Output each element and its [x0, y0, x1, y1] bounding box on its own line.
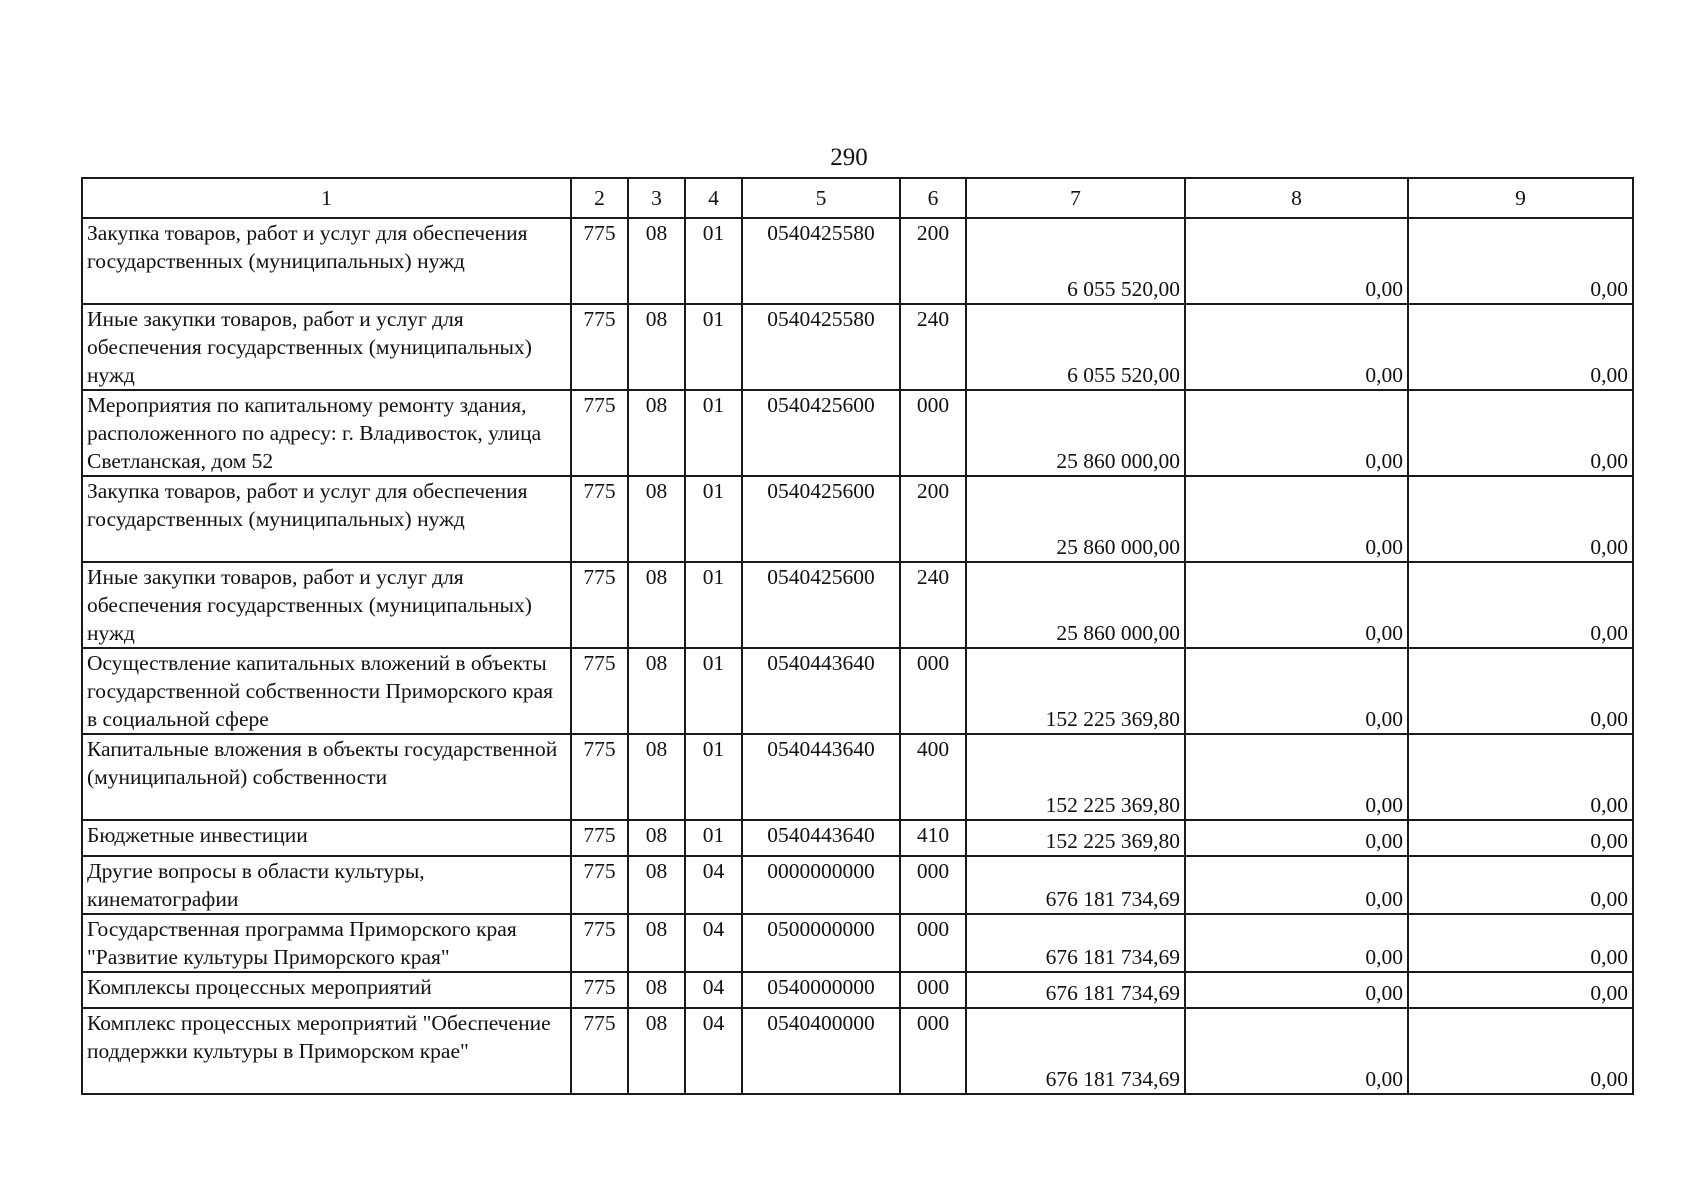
- cell-ministry-code: 775: [571, 648, 628, 734]
- cell-amount-col9: 0,00: [1408, 914, 1633, 972]
- cell-expense-type: 200: [900, 218, 966, 304]
- cell-section-code: 08: [628, 972, 685, 1008]
- cell-amount-col8: 0,00: [1185, 734, 1408, 820]
- cell-subsection-code: 04: [685, 914, 742, 972]
- cell-subsection-code: 01: [685, 648, 742, 734]
- cell-target-article: 0540425600: [742, 476, 900, 562]
- column-header: 9: [1408, 178, 1633, 218]
- cell-amount-col9: 0,00: [1408, 972, 1633, 1008]
- cell-amount-col7: 6 055 520,00: [966, 304, 1185, 390]
- cell-target-article: 0540000000: [742, 972, 900, 1008]
- cell-expense-type: 400: [900, 734, 966, 820]
- cell-target-article: 0540443640: [742, 734, 900, 820]
- cell-section-code: 08: [628, 476, 685, 562]
- cell-expense-type: 000: [900, 914, 966, 972]
- cell-ministry-code: 775: [571, 820, 628, 856]
- cell-amount-col7: 676 181 734,69: [966, 856, 1185, 914]
- cell-target-article: 0540400000: [742, 1008, 900, 1094]
- cell-amount-col8: 0,00: [1185, 476, 1408, 562]
- column-header: 6: [900, 178, 966, 218]
- row-name: Комплексы процессных мероприятий: [82, 972, 571, 1008]
- cell-subsection-code: 01: [685, 476, 742, 562]
- cell-section-code: 08: [628, 734, 685, 820]
- row-name: Иные закупки товаров, работ и услуг для обеспечения государственных (муниципальных) нужд: [82, 562, 571, 648]
- cell-amount-col8: 0,00: [1185, 1008, 1408, 1094]
- cell-amount-col8: 0,00: [1185, 820, 1408, 856]
- cell-amount-col7: 25 860 000,00: [966, 562, 1185, 648]
- cell-ministry-code: 775: [571, 476, 628, 562]
- cell-amount-col9: 0,00: [1408, 476, 1633, 562]
- cell-section-code: 08: [628, 390, 685, 476]
- cell-amount-col9: 0,00: [1408, 820, 1633, 856]
- cell-amount-col8: 0,00: [1185, 390, 1408, 476]
- cell-amount-col7: 25 860 000,00: [966, 390, 1185, 476]
- table-row: [82, 476, 1633, 562]
- cell-ministry-code: 775: [571, 304, 628, 390]
- cell-section-code: 08: [628, 1008, 685, 1094]
- cell-subsection-code: 04: [685, 1008, 742, 1094]
- page-number: 290: [830, 144, 868, 171]
- cell-amount-col9: 0,00: [1408, 1008, 1633, 1094]
- cell-ministry-code: 775: [571, 856, 628, 914]
- row-name: Иные закупки товаров, работ и услуг для обеспечения государственных (муниципальных) нужд: [82, 304, 571, 390]
- table-row: [82, 562, 1633, 648]
- table-row: [82, 648, 1633, 734]
- row-name: Комплекс процессных мероприятий "Обеспечение поддержки культуры в Приморском крае": [82, 1008, 571, 1094]
- cell-expense-type: 410: [900, 820, 966, 856]
- cell-ministry-code: 775: [571, 218, 628, 304]
- cell-section-code: 08: [628, 914, 685, 972]
- row-name: Другие вопросы в области культуры, кинематографии: [82, 856, 571, 914]
- cell-amount-col9: 0,00: [1408, 390, 1633, 476]
- cell-target-article: 0540425600: [742, 562, 900, 648]
- budget-table: [81, 177, 1634, 1095]
- cell-target-article: 0540425580: [742, 218, 900, 304]
- row-name: Бюджетные инвестиции: [82, 820, 571, 856]
- cell-ministry-code: 775: [571, 1008, 628, 1094]
- cell-target-article: 0000000000: [742, 856, 900, 914]
- cell-expense-type: 240: [900, 304, 966, 390]
- cell-ministry-code: 775: [571, 914, 628, 972]
- cell-subsection-code: 01: [685, 390, 742, 476]
- column-header: 2: [571, 178, 628, 218]
- cell-amount-col7: 676 181 734,69: [966, 1008, 1185, 1094]
- cell-target-article: 0500000000: [742, 914, 900, 972]
- cell-amount-col9: 0,00: [1408, 734, 1633, 820]
- cell-amount-col7: 25 860 000,00: [966, 476, 1185, 562]
- table-row: [82, 1008, 1633, 1094]
- table-row: [82, 734, 1633, 820]
- cell-expense-type: 000: [900, 390, 966, 476]
- table-header-row: [82, 178, 1633, 218]
- cell-expense-type: 000: [900, 648, 966, 734]
- row-name: Закупка товаров, работ и услуг для обеспечения государственных (муниципальных) нужд: [82, 476, 571, 562]
- row-name: Закупка товаров, работ и услуг для обеспечения государственных (муниципальных) нужд: [82, 218, 571, 304]
- cell-amount-col7: 152 225 369,80: [966, 648, 1185, 734]
- cell-amount-col7: 676 181 734,69: [966, 972, 1185, 1008]
- row-name: Капитальные вложения в объекты государственной (муниципальной) собственности: [82, 734, 571, 820]
- cell-section-code: 08: [628, 856, 685, 914]
- cell-amount-col9: 0,00: [1408, 856, 1633, 914]
- cell-ministry-code: 775: [571, 972, 628, 1008]
- cell-subsection-code: 01: [685, 734, 742, 820]
- cell-amount-col9: 0,00: [1408, 304, 1633, 390]
- cell-section-code: 08: [628, 304, 685, 390]
- table-row: [82, 856, 1633, 914]
- cell-target-article: 0540425600: [742, 390, 900, 476]
- cell-amount-col9: 0,00: [1408, 218, 1633, 304]
- cell-subsection-code: 04: [685, 856, 742, 914]
- cell-subsection-code: 01: [685, 562, 742, 648]
- cell-expense-type: 200: [900, 476, 966, 562]
- column-header: 7: [966, 178, 1185, 218]
- table-row: [82, 914, 1633, 972]
- cell-subsection-code: 01: [685, 820, 742, 856]
- cell-amount-col8: 0,00: [1185, 914, 1408, 972]
- cell-amount-col7: 152 225 369,80: [966, 734, 1185, 820]
- cell-amount-col8: 0,00: [1185, 648, 1408, 734]
- cell-amount-col7: 676 181 734,69: [966, 914, 1185, 972]
- cell-ministry-code: 775: [571, 562, 628, 648]
- cell-amount-col7: 6 055 520,00: [966, 218, 1185, 304]
- table-row: [82, 972, 1633, 1008]
- cell-amount-col8: 0,00: [1185, 562, 1408, 648]
- cell-ministry-code: 775: [571, 734, 628, 820]
- cell-subsection-code: 04: [685, 972, 742, 1008]
- cell-amount-col9: 0,00: [1408, 562, 1633, 648]
- cell-subsection-code: 01: [685, 304, 742, 390]
- table-row: [82, 390, 1633, 476]
- column-header: 4: [685, 178, 742, 218]
- cell-subsection-code: 01: [685, 218, 742, 304]
- cell-section-code: 08: [628, 820, 685, 856]
- row-name: Мероприятия по капитальному ремонту здания, расположенного по адресу: г. Владивосток, улица Светланская, дом 52: [82, 390, 571, 476]
- cell-expense-type: 000: [900, 1008, 966, 1094]
- cell-amount-col8: 0,00: [1185, 856, 1408, 914]
- row-name: Государственная программа Приморского края "Развитие культуры Приморского края": [82, 914, 571, 972]
- cell-expense-type: 000: [900, 856, 966, 914]
- cell-target-article: 0540443640: [742, 648, 900, 734]
- cell-section-code: 08: [628, 648, 685, 734]
- cell-amount-col8: 0,00: [1185, 218, 1408, 304]
- cell-amount-col7: 152 225 369,80: [966, 820, 1185, 856]
- cell-section-code: 08: [628, 562, 685, 648]
- cell-amount-col8: 0,00: [1185, 304, 1408, 390]
- table-row: [82, 218, 1633, 304]
- cell-amount-col9: 0,00: [1408, 648, 1633, 734]
- column-header: 8: [1185, 178, 1408, 218]
- table-row: [82, 304, 1633, 390]
- row-name: Осуществление капитальных вложений в объекты государственной собственности Приморского края в социальной сфере: [82, 648, 571, 734]
- column-header: 5: [742, 178, 900, 218]
- cell-target-article: 0540425580: [742, 304, 900, 390]
- cell-expense-type: 000: [900, 972, 966, 1008]
- column-header: 3: [628, 178, 685, 218]
- cell-amount-col8: 0,00: [1185, 972, 1408, 1008]
- cell-target-article: 0540443640: [742, 820, 900, 856]
- table-row: [82, 820, 1633, 856]
- cell-section-code: 08: [628, 218, 685, 304]
- cell-ministry-code: 775: [571, 390, 628, 476]
- cell-expense-type: 240: [900, 562, 966, 648]
- column-header: 1: [82, 178, 571, 218]
